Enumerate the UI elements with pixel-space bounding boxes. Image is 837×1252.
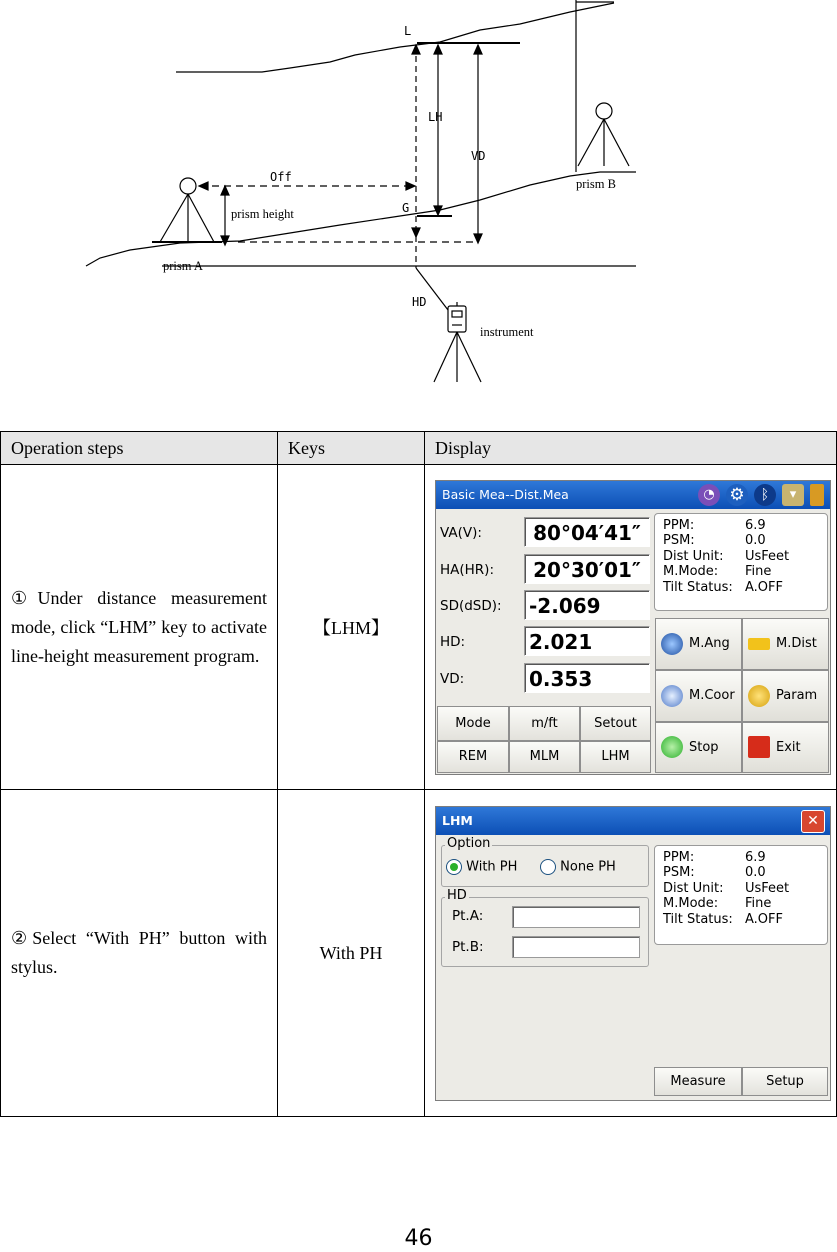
screen-title-bar: [436, 481, 830, 509]
m-coor-button[interactable]: M.Coor: [655, 670, 742, 722]
info-row: PSM: 0.0: [663, 533, 766, 548]
settings-info-panel: [654, 845, 828, 945]
gears-icon: [748, 685, 770, 707]
rem-button[interactable]: REM: [437, 741, 509, 773]
info-row: Tilt Status: A.OFF: [663, 911, 783, 927]
exit-button[interactable]: Exit: [742, 722, 829, 773]
info-row: Dist Unit: UsFeet: [663, 880, 790, 896]
hd-group-title: HD: [447, 887, 467, 903]
lhm-button[interactable]: LHM: [580, 741, 651, 773]
m-dist-button[interactable]: M.Dist: [742, 618, 829, 670]
field-va-label: VA(V):: [440, 524, 482, 541]
screen-title-bar: [436, 807, 830, 835]
table-row: [1, 790, 837, 1117]
with-ph-radio[interactable]: With PH: [446, 859, 517, 875]
hd-group: [441, 887, 649, 967]
label-VD: VD: [471, 149, 486, 163]
close-icon[interactable]: ✕: [801, 810, 825, 833]
radio-selected-icon: [446, 859, 462, 875]
info-row: PSM: 0.0: [663, 865, 766, 880]
info-row: Dist Unit: UsFeet: [663, 548, 790, 564]
display-cell-1: [425, 465, 837, 790]
field-ha-value: 20°30′01″: [524, 554, 650, 584]
label-prism-height: prism height: [231, 207, 294, 221]
operation-table: [0, 431, 837, 1117]
radio-unselected-icon: [540, 859, 556, 875]
coordinate-icon: [661, 685, 683, 707]
mode-button[interactable]: Mode: [437, 706, 509, 741]
m-ft-button[interactable]: m/ft: [509, 706, 580, 741]
prism-icon[interactable]: ▾: [782, 484, 804, 506]
info-row: M.Mode: Fine: [663, 564, 772, 579]
measure-button[interactable]: Measure: [654, 1067, 742, 1096]
status-icons: [698, 484, 824, 506]
pt-b-label: Pt.B:: [452, 938, 484, 955]
field-hd-value: 2.021: [524, 626, 650, 656]
label-L: L: [404, 24, 412, 38]
timer-icon[interactable]: ◔: [698, 484, 720, 506]
field-vd-label: VD:: [440, 670, 465, 687]
info-row: M.Mode: Fine: [663, 896, 772, 911]
field-va-value: 80°04′41″: [524, 517, 650, 547]
display-cell-2: [425, 790, 837, 1117]
device-screen-lhm: [435, 806, 831, 1101]
label-G: G: [402, 201, 410, 215]
label-prism-a: prism A: [163, 259, 203, 273]
step-2-text: ②Select “With PH” button with stylus.: [1, 790, 278, 1117]
field-vd-value: 0.353: [524, 663, 650, 693]
key-1-text: 【LHM】: [278, 465, 425, 790]
field-sd-label: SD(dSD):: [440, 597, 502, 614]
angle-icon: [661, 633, 683, 655]
key-2-text: With PH: [278, 790, 425, 1117]
battery-icon: [810, 484, 824, 506]
info-row: PPM: 6.9: [663, 517, 766, 533]
header-keys: Keys: [278, 432, 425, 465]
settings-info-panel: [654, 513, 828, 611]
header-display: Display: [425, 432, 837, 465]
pt-a-input[interactable]: [512, 906, 640, 928]
pt-a-label: Pt.A:: [452, 907, 484, 924]
table-header-row: [1, 432, 837, 465]
label-LH: LH: [428, 110, 443, 124]
field-sd-value: -2.069: [524, 590, 650, 620]
info-row: Tilt Status: A.OFF: [663, 579, 783, 595]
label-prism-b: prism B: [576, 177, 616, 191]
page-number: 46: [404, 1226, 433, 1251]
label-Off: Off: [270, 170, 292, 184]
screen-title: LHM: [442, 812, 473, 828]
exit-icon: [748, 736, 770, 758]
option-group: [441, 835, 649, 887]
line-height-diagram: [0, 0, 837, 400]
step-1-text: ①Under distance measurement mode, click “LHM” key to activate line-height measurement program.: [1, 465, 278, 790]
label-instrument: instrument: [480, 325, 534, 339]
none-ph-radio[interactable]: None PH: [540, 859, 616, 875]
mlm-button[interactable]: MLM: [509, 741, 580, 773]
option-group-title: Option: [447, 835, 491, 851]
table-row: [1, 465, 837, 790]
field-ha-label: HA(HR):: [440, 561, 494, 578]
setup-button[interactable]: Setup: [742, 1067, 828, 1096]
stop-icon: [661, 736, 683, 758]
gear-icon[interactable]: ⚙: [726, 484, 748, 506]
setout-button[interactable]: Setout: [580, 706, 651, 741]
device-screen-basic-mea: [435, 480, 831, 775]
param-button[interactable]: Param: [742, 670, 829, 722]
info-row: PPM: 6.9: [663, 849, 766, 865]
label-HD: HD: [412, 295, 427, 309]
field-hd-label: HD:: [440, 633, 466, 650]
bluetooth-icon[interactable]: ᛒ: [754, 484, 776, 506]
pt-b-input[interactable]: [512, 936, 640, 958]
m-ang-button[interactable]: M.Ang: [655, 618, 742, 670]
screen-title: Basic Mea--Dist.Mea: [442, 486, 569, 502]
header-operation-steps: Operation steps: [1, 432, 278, 465]
stop-button[interactable]: Stop: [655, 722, 742, 773]
ruler-icon: [748, 638, 770, 650]
